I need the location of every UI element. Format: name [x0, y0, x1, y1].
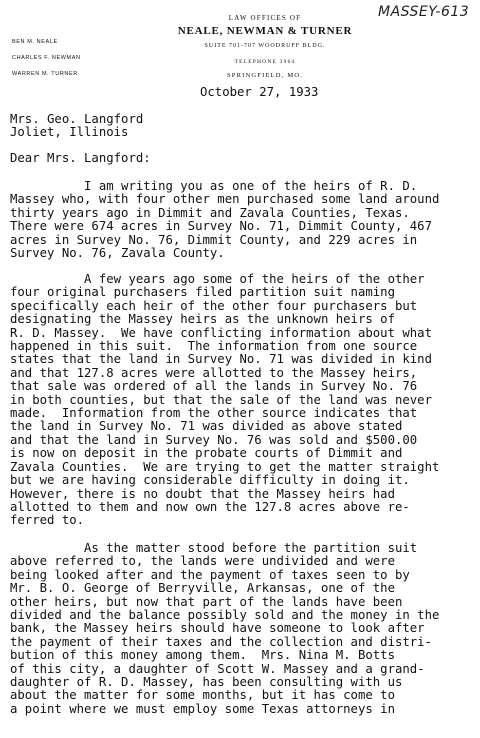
partner-name: WARREN M. TURNER	[12, 71, 78, 77]
letterhead-telephone: TELEPHONE 3964	[234, 59, 296, 65]
handwritten-annotation: MASSEY-613	[378, 4, 470, 20]
paragraph-3: As the matter stood before the partition suit above referred to, the lands were undivided and were being looked after and the payment of taxes seen to by Mr. B. O. George of Berryville, Arkansas, one of the other heirs, but now that part of the lands have been divided and the balance possibly sold and the money in the bank, the Massey heirs should have someone to look after the payment of their taxes and the collection and distri- bution of this money among them. Mrs. Nina M. Botts of this city, a daughter of Scott W. Massey and a grand- daughter of R. D. Massey, has been consulting with us about the matter for some months, but it has come to a point where we must employ some Texas attorneys in	[10, 541, 440, 716]
recipient-address: Mrs. Geo. Langford Joliet, Illinois	[10, 112, 144, 140]
letter-date: October 27, 1933	[200, 85, 319, 99]
partner-name: BEN M. NEALE	[12, 39, 58, 45]
partner-name: CHARLES F. NEWMAN	[12, 55, 81, 61]
letterhead-city: SPRINGFIELD, MO.	[226, 72, 304, 79]
letterhead-law-offices: LAW OFFICES OF	[228, 14, 302, 22]
letterhead-suite: SUITE 701-707 WOODRUFF BLDG.	[204, 43, 326, 49]
paragraph-1: I am writing you as one of the heirs of R. D. Massey who, with four other men purchased some land around thirty years ago in Dimmit and Zavala Counties, Texas. There were 674 acres in Survey No. 71, Dimmit County, 467 acres in Survey No. 76, Dimmit County, and 229 acres in Survey No. 76, Zavala County.	[10, 179, 440, 261]
paragraph-2: A few years ago some of the heirs of the other four original purchasers filed partition suit naming specifically each heir of the other four purchasers but designating the Massey heirs as the unknown heirs of R. D. Massey. We have conflicting information about what happened in this suit. The information from one source states that the land in Survey No. 71 was divided in kind and that 127.8 acres were allotted to the Massey heirs, that sale was ordered of all the lands in Survey No. 76 in both counties, but that the sale of the land was never made. Information from the other source indicates that the land in Survey No. 71 was divided as above stated and that the land in Survey No. 76 was sold and $500.00 is now on deposit in the probate courts of Dimmit and Zavala Counties. We are trying to get the matter straight but we are having considerable difficulty in doing it. However, there is no doubt that the Massey heirs had allotted to them and now own the 127.8 acres above re- ferred to.	[10, 272, 440, 528]
letterhead-firm-name: NEALE, NEWMAN & TURNER	[177, 25, 353, 37]
partner-list	[12, 38, 81, 86]
salutation: Dear Mrs. Langford:	[10, 151, 151, 165]
